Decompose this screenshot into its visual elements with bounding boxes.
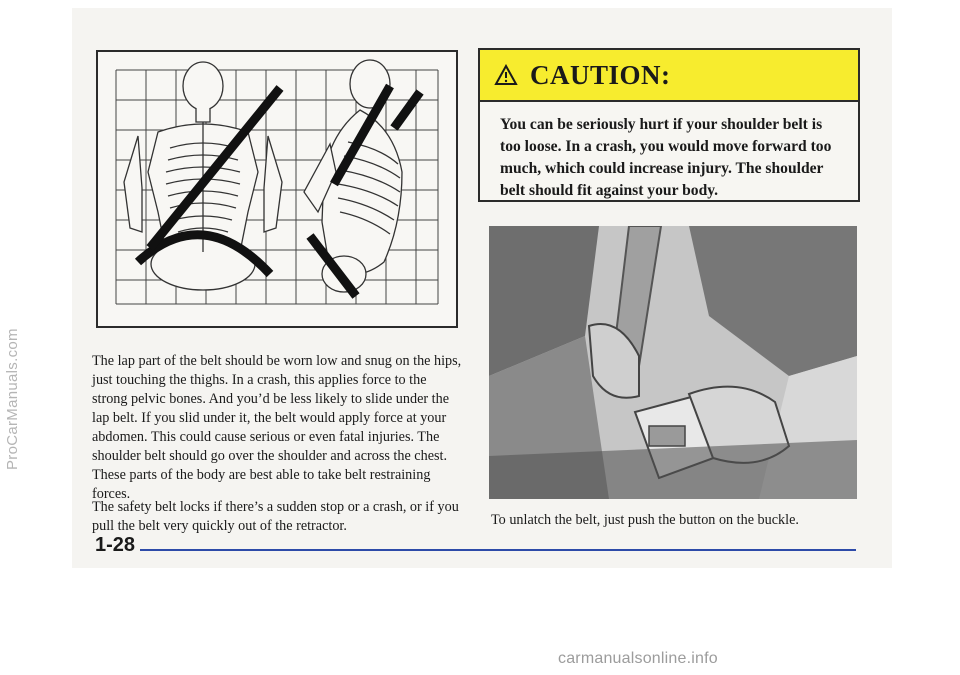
page-number: 1-28 xyxy=(95,534,136,556)
photo-caption: To unlatch the belt, just push the button on the buckle. xyxy=(491,512,799,528)
caution-header xyxy=(480,50,858,102)
page-rule xyxy=(140,549,856,551)
caution-text: You can be seriously hurt if your shoulder belt is too loose. In a crash, you would move forward too much, which could increase injury. The shoulder belt should fit against your body. xyxy=(500,116,832,199)
caution-title: CAUTION: xyxy=(530,59,671,90)
caution-box xyxy=(478,48,860,202)
warning-triangle-icon xyxy=(494,64,518,86)
seat-belt-skeleton-diagram xyxy=(96,50,458,328)
side-watermark: ProCarManuals.com xyxy=(4,328,21,470)
belt-lock-paragraph: The safety belt locks if there’s a sudden stop or a crash, or if you pull the belt very quickly out of the retractor. xyxy=(92,499,459,534)
bottom-watermark: carmanualsonline.info xyxy=(558,650,718,667)
unlatch-buckle-photo xyxy=(489,226,857,499)
lap-belt-paragraph: The lap part of the belt should be worn low and snug on the hips, just touching the thighs. In a crash, this applies force to the strong pelvic bones. And you’d be less likely to slide under the lap belt. If you slid under it, the belt would apply force at your abdomen. This could cause serious or even fatal injuries. The shoulder belt should go over the shoulder and across the chest. These parts of the body are best able to take belt restraining forces. xyxy=(92,353,462,502)
